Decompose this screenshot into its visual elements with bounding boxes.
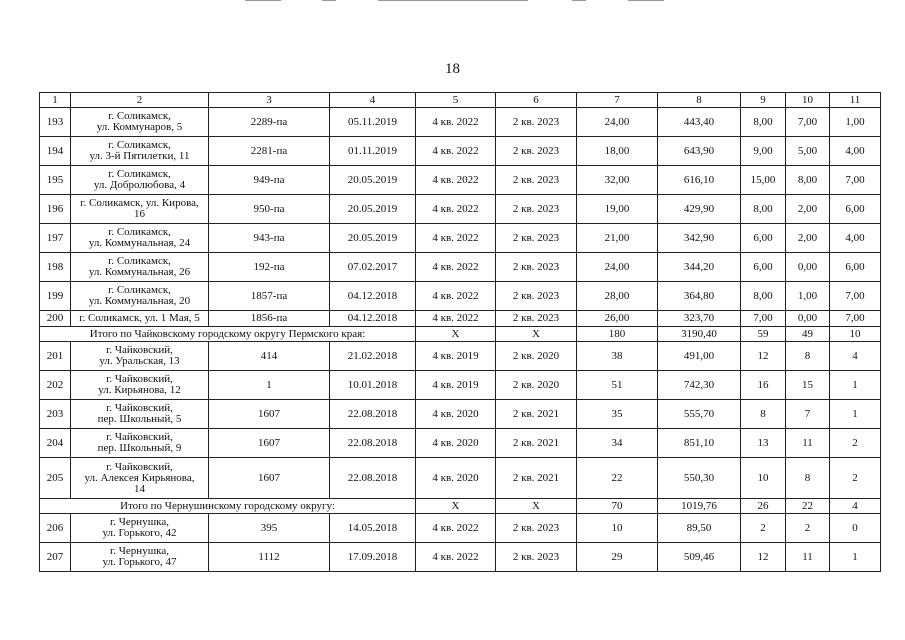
col11-cell: 7,00 — [830, 166, 881, 195]
col9-cell: 6,00 — [741, 253, 786, 282]
col9-cell: 16 — [741, 371, 786, 400]
area-cell: 28,00 — [577, 282, 658, 311]
row-number: 202 — [40, 371, 71, 400]
col11-cell: 6,00 — [830, 195, 881, 224]
address-line: г. Соликамск, — [108, 255, 171, 267]
area-cell: 22 — [577, 458, 658, 499]
date-cell: 20.05.2019 — [330, 224, 416, 253]
col9-cell: 8,00 — [741, 195, 786, 224]
decree-cell: 1607 — [209, 458, 330, 499]
header-cell: 3 — [209, 93, 330, 108]
page-number: 18 — [445, 61, 460, 77]
address-cell — [71, 311, 209, 327]
date-cell: 17.09.2018 — [330, 543, 416, 572]
area-cell: 34 — [577, 429, 658, 458]
row-number: 200 — [40, 311, 71, 327]
col9-cell: 6,00 — [741, 224, 786, 253]
col10-cell: 2,00 — [786, 224, 830, 253]
table-row — [40, 543, 881, 572]
date-cell: 22.08.2018 — [330, 400, 416, 429]
address-line: г. Чайковский, — [106, 402, 173, 414]
area-cell: 18,00 — [577, 137, 658, 166]
end-cell: 2 кв. 2021 — [496, 429, 577, 458]
area-cell: 51 — [577, 371, 658, 400]
col9-cell: 8,00 — [741, 108, 786, 137]
total-area-cell: 509,46 — [658, 543, 741, 572]
subtotal-cell: X — [496, 499, 577, 514]
table-row — [40, 166, 881, 195]
address-line: г. Чайковский, — [106, 431, 173, 443]
total-area-cell: 443,40 — [658, 108, 741, 137]
date-cell: 20.05.2019 — [330, 166, 416, 195]
start-cell: 4 кв. 2022 — [416, 108, 496, 137]
address-line: ул. Коммунаров, 5 — [96, 121, 183, 133]
decree-cell: 950-па — [209, 195, 330, 224]
table-row — [40, 253, 881, 282]
row-number: 199 — [40, 282, 71, 311]
col9-cell: 15,00 — [741, 166, 786, 195]
subtotal-cell: 10 — [830, 327, 881, 342]
subtotal-cell: 22 — [786, 499, 830, 514]
scan-top-marks — [0, 0, 905, 4]
date-cell: 22.08.2018 — [330, 458, 416, 499]
row-number: 196 — [40, 195, 71, 224]
header-cell: 4 — [330, 93, 416, 108]
col9-cell: 13 — [741, 429, 786, 458]
address-line: ул. Коммунальная, 26 — [88, 266, 191, 278]
total-area-cell: 342,90 — [658, 224, 741, 253]
header-cell: 7 — [577, 93, 658, 108]
decree-cell: 2289-па — [209, 108, 330, 137]
date-cell: 01.11.2019 — [330, 137, 416, 166]
address-cell — [71, 224, 209, 253]
col11-cell: 2 — [830, 429, 881, 458]
end-cell: 2 кв. 2020 — [496, 342, 577, 371]
decree-cell: 1856-па — [209, 311, 330, 327]
date-cell: 05.11.2019 — [330, 108, 416, 137]
col10-cell: 0,00 — [786, 253, 830, 282]
address-cell — [71, 253, 209, 282]
row-number: 193 — [40, 108, 71, 137]
table-row — [40, 137, 881, 166]
col10-cell: 11 — [786, 543, 830, 572]
total-area-cell: 364,80 — [658, 282, 741, 311]
address-line: ул. 3-й Пятилетки, 11 — [89, 150, 190, 162]
table-row — [40, 514, 881, 543]
header-cell: 5 — [416, 93, 496, 108]
col11-cell: 6,00 — [830, 253, 881, 282]
address-line: г. Чернушка, — [110, 545, 169, 557]
subtotal-label: Итого по Чайковскому городскому округу Пермского края: — [40, 327, 416, 342]
col11-cell: 4 — [830, 342, 881, 371]
address-line: 14 — [134, 482, 145, 495]
area-cell: 24,00 — [577, 253, 658, 282]
col11-cell: 7,00 — [830, 311, 881, 327]
start-cell: 4 кв. 2020 — [416, 429, 496, 458]
col10-cell: 2,00 — [786, 195, 830, 224]
header-cell: 10 — [786, 93, 830, 108]
start-cell: 4 кв. 2022 — [416, 311, 496, 327]
decree-cell: 1607 — [209, 400, 330, 429]
address-line: г. Чернушка, — [110, 516, 169, 528]
header-cell: 1 — [40, 93, 71, 108]
col9-cell: 9,00 — [741, 137, 786, 166]
total-area-cell: 344,20 — [658, 253, 741, 282]
row-number: 206 — [40, 514, 71, 543]
address-line: г. Чайковский, — [106, 344, 173, 356]
total-area-cell: 429,90 — [658, 195, 741, 224]
end-cell: 2 кв. 2023 — [496, 195, 577, 224]
address-line: пер. Школьный, 5 — [97, 413, 182, 425]
table-row — [40, 400, 881, 429]
start-cell: 4 кв. 2020 — [416, 400, 496, 429]
table-row — [40, 458, 881, 499]
subtotal-cell: X — [416, 327, 496, 342]
col10-cell: 8,00 — [786, 166, 830, 195]
col9-cell: 2 — [741, 514, 786, 543]
address-cell — [71, 195, 209, 224]
start-cell: 4 кв. 2022 — [416, 282, 496, 311]
col11-cell: 1 — [830, 400, 881, 429]
total-area-cell: 555,70 — [658, 400, 741, 429]
area-cell: 19,00 — [577, 195, 658, 224]
table-row — [40, 195, 881, 224]
col10-cell: 8 — [786, 458, 830, 499]
address-line: пер. Школьный, 9 — [97, 442, 182, 454]
address-line: г. Соликамск, ул. 1 Мая, 5 — [79, 312, 200, 324]
address-line: г. Соликамск, — [108, 139, 171, 151]
area-cell: 32,00 — [577, 166, 658, 195]
row-number: 198 — [40, 253, 71, 282]
total-area-cell: 550,30 — [658, 458, 741, 499]
table-row — [40, 342, 881, 371]
subtotal-row — [40, 499, 881, 514]
address-line: ул. Коммунальная, 24 — [88, 237, 191, 249]
table-row — [40, 282, 881, 311]
start-cell: 4 кв. 2020 — [416, 458, 496, 499]
date-cell: 14.05.2018 — [330, 514, 416, 543]
area-cell: 24,00 — [577, 108, 658, 137]
decree-cell: 949-па — [209, 166, 330, 195]
start-cell: 4 кв. 2022 — [416, 543, 496, 572]
decree-cell: 1607 — [209, 429, 330, 458]
col11-cell: 1 — [830, 543, 881, 572]
total-area-cell: 742,30 — [658, 371, 741, 400]
total-area-cell: 89,50 — [658, 514, 741, 543]
start-cell: 4 кв. 2022 — [416, 224, 496, 253]
subtotal-row — [40, 327, 881, 342]
table-row — [40, 224, 881, 253]
address-line: ул. Кирьянова, 12 — [98, 384, 181, 396]
date-cell: 04.12.2018 — [330, 311, 416, 327]
table-row — [40, 429, 881, 458]
address-line: г. Соликамск, — [108, 284, 171, 296]
total-area-cell: 643,90 — [658, 137, 741, 166]
address-line: г. Соликамск, — [108, 110, 171, 122]
header-cell: 9 — [741, 93, 786, 108]
address-cell — [71, 137, 209, 166]
row-number: 194 — [40, 137, 71, 166]
date-cell: 07.02.2017 — [330, 253, 416, 282]
end-cell: 2 кв. 2021 — [496, 458, 577, 499]
subtotal-cell: 1019,76 — [658, 499, 741, 514]
header-cell: 6 — [496, 93, 577, 108]
start-cell: 4 кв. 2022 — [416, 253, 496, 282]
address-line: г. Чайковский, — [106, 460, 173, 473]
col10-cell: 7 — [786, 400, 830, 429]
end-cell: 2 кв. 2023 — [496, 253, 577, 282]
subtotal-cell: X — [416, 499, 496, 514]
col10-cell: 8 — [786, 342, 830, 371]
total-area-cell: 491,00 — [658, 342, 741, 371]
address-line: 16 — [134, 208, 145, 220]
subtotal-cell: X — [496, 327, 577, 342]
row-number: 207 — [40, 543, 71, 572]
total-area-cell: 616,10 — [658, 166, 741, 195]
address-cell — [71, 166, 209, 195]
col10-cell: 0,00 — [786, 311, 830, 327]
area-cell: 10 — [577, 514, 658, 543]
decree-cell: 395 — [209, 514, 330, 543]
subtotal-cell: 26 — [741, 499, 786, 514]
end-cell: 2 кв. 2023 — [496, 224, 577, 253]
decree-cell: 414 — [209, 342, 330, 371]
area-cell: 35 — [577, 400, 658, 429]
address-cell — [71, 342, 209, 371]
row-number: 205 — [40, 458, 71, 499]
col10-cell: 11 — [786, 429, 830, 458]
end-cell: 2 кв. 2023 — [496, 137, 577, 166]
address-cell — [71, 282, 209, 311]
row-number: 203 — [40, 400, 71, 429]
date-cell: 20.05.2019 — [330, 195, 416, 224]
address-line: ул. Алексея Кирьянова, — [84, 471, 195, 484]
address-cell — [71, 400, 209, 429]
address-cell — [71, 429, 209, 458]
col11-cell: 4,00 — [830, 224, 881, 253]
decree-cell: 2281-па — [209, 137, 330, 166]
header-cell: 8 — [658, 93, 741, 108]
table-row — [40, 311, 881, 327]
area-cell: 38 — [577, 342, 658, 371]
date-cell: 22.08.2018 — [330, 429, 416, 458]
end-cell: 2 кв. 2023 — [496, 311, 577, 327]
table-row — [40, 371, 881, 400]
address-line: ул. Добролюбова, 4 — [93, 179, 186, 191]
start-cell: 4 кв. 2022 — [416, 166, 496, 195]
col10-cell: 2 — [786, 514, 830, 543]
address-line: ул. Уральская, 13 — [99, 355, 180, 367]
end-cell: 2 кв. 2023 — [496, 166, 577, 195]
row-number: 195 — [40, 166, 71, 195]
decree-cell: 1857-па — [209, 282, 330, 311]
address-line: г. Соликамск, ул. Кирова, — [80, 197, 199, 209]
address-cell — [71, 458, 209, 499]
start-cell: 4 кв. 2019 — [416, 342, 496, 371]
subtotal-cell: 49 — [786, 327, 830, 342]
table-row — [40, 108, 881, 137]
decree-cell: 943-па — [209, 224, 330, 253]
row-number: 204 — [40, 429, 71, 458]
col9-cell: 12 — [741, 342, 786, 371]
end-cell: 2 кв. 2023 — [496, 543, 577, 572]
address-cell — [71, 514, 209, 543]
start-cell: 4 кв. 2022 — [416, 137, 496, 166]
row-number: 197 — [40, 224, 71, 253]
col11-cell: 4,00 — [830, 137, 881, 166]
col10-cell: 7,00 — [786, 108, 830, 137]
table-header-row — [40, 93, 881, 108]
start-cell: 4 кв. 2019 — [416, 371, 496, 400]
col10-cell: 5,00 — [786, 137, 830, 166]
end-cell: 2 кв. 2023 — [496, 282, 577, 311]
end-cell: 2 кв. 2023 — [496, 108, 577, 137]
col11-cell: 7,00 — [830, 282, 881, 311]
end-cell: 2 кв. 2021 — [496, 400, 577, 429]
area-cell: 29 — [577, 543, 658, 572]
address-line: г. Чайковский, — [106, 373, 173, 385]
total-area-cell: 851,10 — [658, 429, 741, 458]
col9-cell: 7,00 — [741, 311, 786, 327]
address-line: ул. Горького, 42 — [102, 527, 177, 539]
start-cell: 4 кв. 2022 — [416, 195, 496, 224]
header-cell: 2 — [71, 93, 209, 108]
date-cell: 10.01.2018 — [330, 371, 416, 400]
subtotal-cell: 4 — [830, 499, 881, 514]
subtotal-cell: 180 — [577, 327, 658, 342]
col11-cell: 1 — [830, 371, 881, 400]
subtotal-label: Итого по Чернушинскому городскому округу: — [40, 499, 416, 514]
address-cell — [71, 543, 209, 572]
col10-cell: 15 — [786, 371, 830, 400]
date-cell: 21.02.2018 — [330, 342, 416, 371]
address-cell — [71, 108, 209, 137]
address-line: ул. Горького, 47 — [102, 556, 177, 568]
header-cell: 11 — [830, 93, 881, 108]
col9-cell: 10 — [741, 458, 786, 499]
data-table — [39, 92, 881, 572]
col11-cell: 1,00 — [830, 108, 881, 137]
row-number: 201 — [40, 342, 71, 371]
end-cell: 2 кв. 2023 — [496, 514, 577, 543]
col10-cell: 1,00 — [786, 282, 830, 311]
subtotal-cell: 3190,40 — [658, 327, 741, 342]
decree-cell: 1112 — [209, 543, 330, 572]
decree-cell: 1 — [209, 371, 330, 400]
subtotal-cell: 70 — [577, 499, 658, 514]
col11-cell: 2 — [830, 458, 881, 499]
address-line: г. Соликамск, — [108, 168, 171, 180]
decree-cell: 192-па — [209, 253, 330, 282]
date-cell: 04.12.2018 — [330, 282, 416, 311]
area-cell: 26,00 — [577, 311, 658, 327]
end-cell: 2 кв. 2020 — [496, 371, 577, 400]
address-cell — [71, 371, 209, 400]
col9-cell: 8 — [741, 400, 786, 429]
total-area-cell: 323,70 — [658, 311, 741, 327]
col9-cell: 8,00 — [741, 282, 786, 311]
col11-cell: 0 — [830, 514, 881, 543]
address-line: г. Соликамск, — [108, 226, 171, 238]
col9-cell: 12 — [741, 543, 786, 572]
start-cell: 4 кв. 2022 — [416, 514, 496, 543]
address-line: ул. Коммунальная, 20 — [88, 295, 191, 307]
area-cell: 21,00 — [577, 224, 658, 253]
subtotal-cell: 59 — [741, 327, 786, 342]
